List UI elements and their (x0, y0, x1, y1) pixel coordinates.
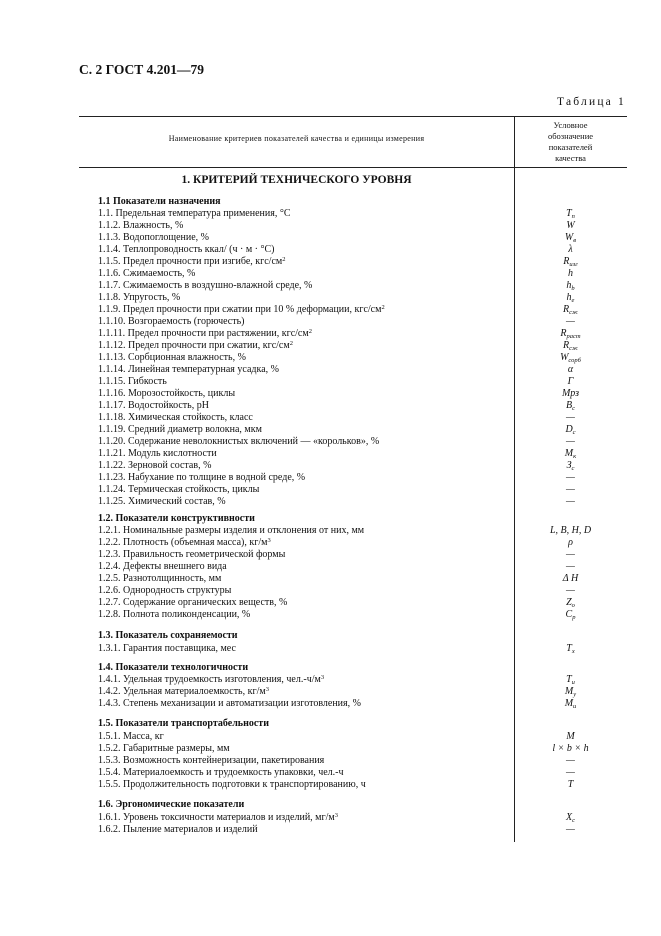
criterion-name: 1.1.14. Линейная температурная усадка, % (98, 364, 279, 375)
group-heading: 1.4. Показатели технологичности (98, 662, 249, 673)
criterion-symbol: α (567, 364, 574, 375)
criterion-symbol: $X_c$ (566, 812, 575, 824)
table-row (0, 304, 661, 316)
column-header-symbol-line: обозначение (547, 131, 594, 141)
criterion-symbol: $B_c$ (566, 400, 575, 412)
criterion-name: 1.1.13. Сорбционная влажность, % (98, 352, 246, 363)
criterion-symbol: $T_х$ (566, 643, 575, 655)
table-row (0, 328, 661, 340)
criterion-name: 1.2.1. Номинальные размеры изделия и отклонения от них, мм (98, 525, 365, 536)
table-row (0, 496, 661, 508)
criterion-name: 1.1.22. Зерновой состав, % (98, 460, 212, 471)
criterion-name: 1.1. Предельная температура применения, °С (98, 208, 291, 219)
group-heading: 1.6. Эргономические показатели (98, 799, 245, 810)
criterion-symbol: $D_c$ (565, 424, 576, 436)
column-header-symbol-line: качества (555, 153, 586, 163)
table-row (0, 537, 661, 549)
column-header-symbol (514, 120, 627, 164)
criterion-name: 1.1.21. Модуль кислотности (98, 448, 217, 459)
table-row (0, 609, 661, 621)
criterion-symbol: l × b × h (552, 743, 589, 754)
criterion-name: 1.2.8. Полнота поликонденсации, % (98, 609, 251, 620)
criterion-symbol: — (566, 767, 575, 778)
table-row (0, 340, 661, 352)
table-row (0, 812, 661, 824)
table-row (0, 412, 661, 424)
table-row (0, 755, 661, 767)
page-header: С. 2 ГОСТ 4.201—79 (79, 62, 205, 77)
column-header-symbol-line: показателей (548, 142, 593, 152)
criterion-symbol: $T_п$ (566, 208, 575, 220)
table-row (0, 220, 661, 232)
criterion-symbol: $R_{раст}$ (560, 328, 581, 340)
table-row (0, 208, 661, 220)
table-row (0, 472, 661, 484)
criterion-name: 1.1.9. Предел прочности при сжатии при 10 % деформации, кгс/$см^2$ (98, 304, 385, 315)
table-row (0, 424, 661, 436)
criterion-symbol: $Z_о$ (566, 597, 575, 609)
criterion-name: 1.1.17. Водостойкость, рН (98, 400, 209, 411)
table-row (0, 824, 661, 836)
criterion-name: 1.1.19. Средний диаметр волокна, мкм (98, 424, 262, 435)
criterion-name: 1.1.10. Возгораемость (горючесть) (98, 316, 245, 327)
criterion-symbol: — (566, 496, 575, 507)
criterion-symbol: L, B, H, D (549, 525, 592, 536)
criterion-symbol: T (567, 779, 574, 790)
table-row (0, 244, 661, 256)
criterion-symbol: Мрз (561, 388, 580, 399)
criterion-name: 1.1.3. Водопоглощение, % (98, 232, 210, 243)
criterion-symbol: — (566, 561, 575, 572)
criterion-symbol: — (566, 755, 575, 766)
table-row (0, 292, 661, 304)
criterion-name: 1.1.2. Влажность, % (98, 220, 184, 231)
criterion-symbol: $M_и$ (564, 698, 577, 710)
group-heading-row (0, 630, 661, 642)
criterion-symbol: — (566, 549, 575, 560)
table-row (0, 597, 661, 609)
criterion-symbol: $W_{сорб}$ (560, 352, 581, 364)
table-row (0, 573, 661, 585)
table-row (0, 388, 661, 400)
table-row (0, 743, 661, 755)
column-header-name: Наименование критериев показателей качества и единицы измерения (168, 134, 425, 143)
criterion-name: 1.1.18. Химическая стойкость, класс (98, 412, 253, 423)
criterion-symbol: — (566, 824, 575, 835)
criterion-name: 1.1.25. Химический состав, % (98, 496, 226, 507)
criterion-symbol: — (566, 316, 575, 327)
criterion-name: 1.1.20. Содержание неволокнистых включений — «корольков», % (98, 436, 380, 447)
table-row (0, 525, 661, 537)
group-heading-row (0, 662, 661, 674)
table-top-rule (79, 116, 627, 117)
table-row (0, 674, 661, 686)
criterion-symbol: $R_{сж}$ (563, 304, 578, 316)
table-row (0, 549, 661, 561)
criterion-name: 1.4.1. Удельная трудоемкость изготовления, $чел.-ч/м^3$ (98, 674, 325, 685)
criterion-name: 1.5.2. Габаритные размеры, мм (98, 743, 230, 754)
criterion-name: 1.5.5. Продолжительность подготовки к транспортированию, ч (98, 779, 366, 790)
criterion-symbol: Δ H (562, 573, 579, 584)
group-heading-row (0, 718, 661, 730)
criterion-name: 1.2.2. Плотность (объемная масса), $кг/м^3$ (98, 537, 271, 548)
criterion-symbol: $R_{сж}$ (563, 340, 578, 352)
table-row (0, 686, 661, 698)
criterion-name: 1.5.4. Материалоемкость и трудоемкость упаковки, чел.-ч (98, 767, 344, 778)
table-row (0, 232, 661, 244)
group-heading: 1.3. Показатель сохраняемости (98, 630, 238, 641)
table-row (0, 767, 661, 779)
criterion-name: 1.6.1. Уровень токсичности материалов и изделий, $мг/м^3$ (98, 812, 338, 823)
section-title: 1. КРИТЕРИЙ ТЕХНИЧЕСКОГО УРОВНЯ (181, 174, 412, 186)
criterion-name: 1.3.1. Гарантия поставщика, мес (98, 643, 236, 654)
group-heading: 1.1 Показатели назначения (98, 196, 221, 207)
table-label: Таблица 1 (557, 96, 626, 108)
criterion-name: 1.5.1. Масса, кг (98, 731, 164, 742)
criterion-symbol: $W_в$ (564, 232, 577, 244)
criterion-name: 1.1.11. Предел прочности при растяжении, кгс/$см^2$ (98, 328, 312, 339)
table-row (0, 561, 661, 573)
criterion-name: 1.2.7. Содержание органических веществ, % (98, 597, 288, 608)
table-row (0, 280, 661, 292)
criterion-symbol: $h_b$ (566, 280, 575, 292)
criterion-name: 1.2.6. Однородность структуры (98, 585, 232, 596)
criterion-symbol: $h_e$ (566, 292, 575, 304)
criterion-name: 1.1.8. Упругость, % (98, 292, 181, 303)
criterion-symbol: $M_у$ (564, 686, 577, 698)
criterion-name: 1.2.5. Разнотолщинность, мм (98, 573, 222, 584)
criterion-symbol: h (568, 268, 573, 279)
table-row (0, 585, 661, 597)
group-heading-row (0, 513, 661, 525)
criterion-symbol: — (566, 585, 575, 596)
criterion-name: 1.1.6. Сжимаемость, % (98, 268, 196, 279)
criterion-symbol: $M_к$ (564, 448, 577, 460)
criterion-symbol: W (566, 220, 575, 231)
table-row (0, 779, 661, 791)
criterion-name: 1.4.3. Степень механизации и автоматизации изготовления, % (98, 698, 361, 709)
criterion-name: 1.6.2. Пыление материалов и изделий (98, 824, 258, 835)
table-row (0, 698, 661, 710)
criterion-name: 1.1.5. Предел прочности при изгибе, кгс/$см^2$ (98, 256, 286, 267)
criterion-name: 1.1.7. Сжимаемость в воздушно-влажной среде, % (98, 280, 313, 291)
criterion-symbol: $C_р$ (565, 609, 576, 621)
criterion-name: 1.1.23. Набухание по толщине в водной среде, % (98, 472, 306, 483)
table-row (0, 352, 661, 364)
criterion-symbol: — (566, 472, 575, 483)
criterion-name: 1.2.3. Правильность геометрической формы (98, 549, 286, 560)
criterion-symbol: — (566, 436, 575, 447)
criterion-symbol: $R_{изг}$ (563, 256, 578, 268)
criterion-symbol: $T_и$ (566, 674, 575, 686)
criterion-name: 1.5.3. Возможность контейнеризации, пакетирования (98, 755, 325, 766)
table-row (0, 643, 661, 655)
group-heading: 1.5. Показатели транспортабельности (98, 718, 269, 729)
criterion-name: 1.4.2. Удельная материалоемкость, $кг/м^3$ (98, 686, 269, 697)
group-heading-row (0, 196, 661, 208)
group-heading-row (0, 799, 661, 811)
criterion-name: 1.1.24. Термическая стойкость, циклы (98, 484, 260, 495)
criterion-symbol: Г (567, 376, 574, 387)
column-header-symbol-line: Условное (553, 120, 588, 130)
criterion-name: 1.1.16. Морозостойкость, циклы (98, 388, 236, 399)
table-row (0, 484, 661, 496)
criterion-symbol: M (566, 731, 575, 742)
criterion-symbol: λ (568, 244, 573, 255)
criterion-name: 1.1.12. Предел прочности при сжатии, кгс/$см^2$ (98, 340, 293, 351)
criterion-symbol: — (566, 484, 575, 495)
criterion-symbol: — (566, 412, 575, 423)
table-header-rule (79, 167, 627, 168)
table-row (0, 448, 661, 460)
criterion-symbol: $З_с$ (566, 460, 575, 472)
table-row (0, 400, 661, 412)
criterion-name: 1.2.4. Дефекты внешнего вида (98, 561, 227, 572)
table-row (0, 376, 661, 388)
criterion-name: 1.1.15. Гибкость (98, 376, 167, 387)
table-row (0, 460, 661, 472)
group-heading: 1.2. Показатели конструктивности (98, 513, 255, 524)
table-row (0, 364, 661, 376)
table-row (0, 256, 661, 268)
table-row (0, 731, 661, 743)
table-row (0, 268, 661, 280)
table-row (0, 316, 661, 328)
criterion-symbol: ρ (568, 537, 573, 548)
criterion-name: 1.1.4. Теплопроводность ккал/ (ч · м · °С) (98, 244, 275, 255)
table-row (0, 436, 661, 448)
